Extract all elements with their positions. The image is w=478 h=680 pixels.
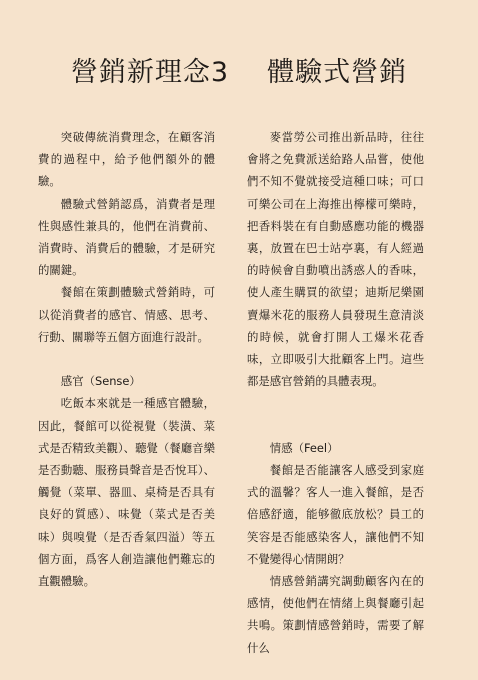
intro-paragraph-3: 餐館在策劃體驗式營銷時，可以從消費者的感官、情感、思考、行動、關聯等五個方面進行設計。 xyxy=(38,285,215,344)
spacer xyxy=(247,415,424,437)
intro-paragraph-1: 突破傳統消費理念，在顧客消費的過程中，給予他們額外的體驗。 xyxy=(38,130,215,189)
feel-paragraph-2: 情感營銷講究調動顧客內在的感情，使他們在情緒上與餐廳引起共鳴。策劃情感營銷時，需要了解什么 xyxy=(247,574,424,655)
spacer xyxy=(38,348,215,370)
title-part-1: 營銷新理念3 xyxy=(70,57,230,88)
sense-heading: 感官（Sense） xyxy=(60,374,141,389)
right-column xyxy=(247,126,424,659)
left-column xyxy=(38,126,215,592)
sense-examples-paragraph: 麥當勞公司推出新品時，往往會將之免費派送給路人品嘗，使他們不知不覺就接受這種口味；可口可樂公司在上海推出檸檬可樂時，把香料裝在有自動感應功能的機器裏，放置在巴士站亭裏，有人經過的時候會自動噴出誘惑人的香味，使人產生購買的欲望；迪斯尼樂園賣爆米花的服務人員發現生意清淡的時候，就會打開人工爆米花香味，立即吸引大批顧客上門。這些都是感官營銷的具體表現。 xyxy=(247,130,424,389)
page-title xyxy=(0,50,478,89)
intro-paragraph-2: 體驗式營銷認爲，消費者是理性與感性兼具的，他們在消費前、消費時、消費后的體驗，才是研究的關鍵。 xyxy=(38,196,215,278)
feel-paragraph-1: 餐館是否能讓客人感受到家庭式的溫馨？客人一進入餐館，是否倍感舒適，能够徹底放松？員工的笑容是否能感染客人，讓他們不知不覺變得心情開朗？ xyxy=(247,463,424,566)
feel-heading: 情感（Feel） xyxy=(269,440,339,455)
spacer xyxy=(247,392,424,414)
title-part-2: 體驗式營銷 xyxy=(267,57,408,88)
sense-paragraph: 吃飯本來就是一種感官體驗，因此，餐館可以從視覺（裝潢、菜式是否精致美觀）、聽覺（餐廳音樂是否動聽、服務員聲音是否悅耳）、觸覺（菜單、器皿、桌椅是否具有良好的質感）、味覺（菜式是否美味）與嗅覺（是否香氣四溢）等五個方面，爲客人創造讓他們難忘的直觀體驗。 xyxy=(38,396,215,589)
